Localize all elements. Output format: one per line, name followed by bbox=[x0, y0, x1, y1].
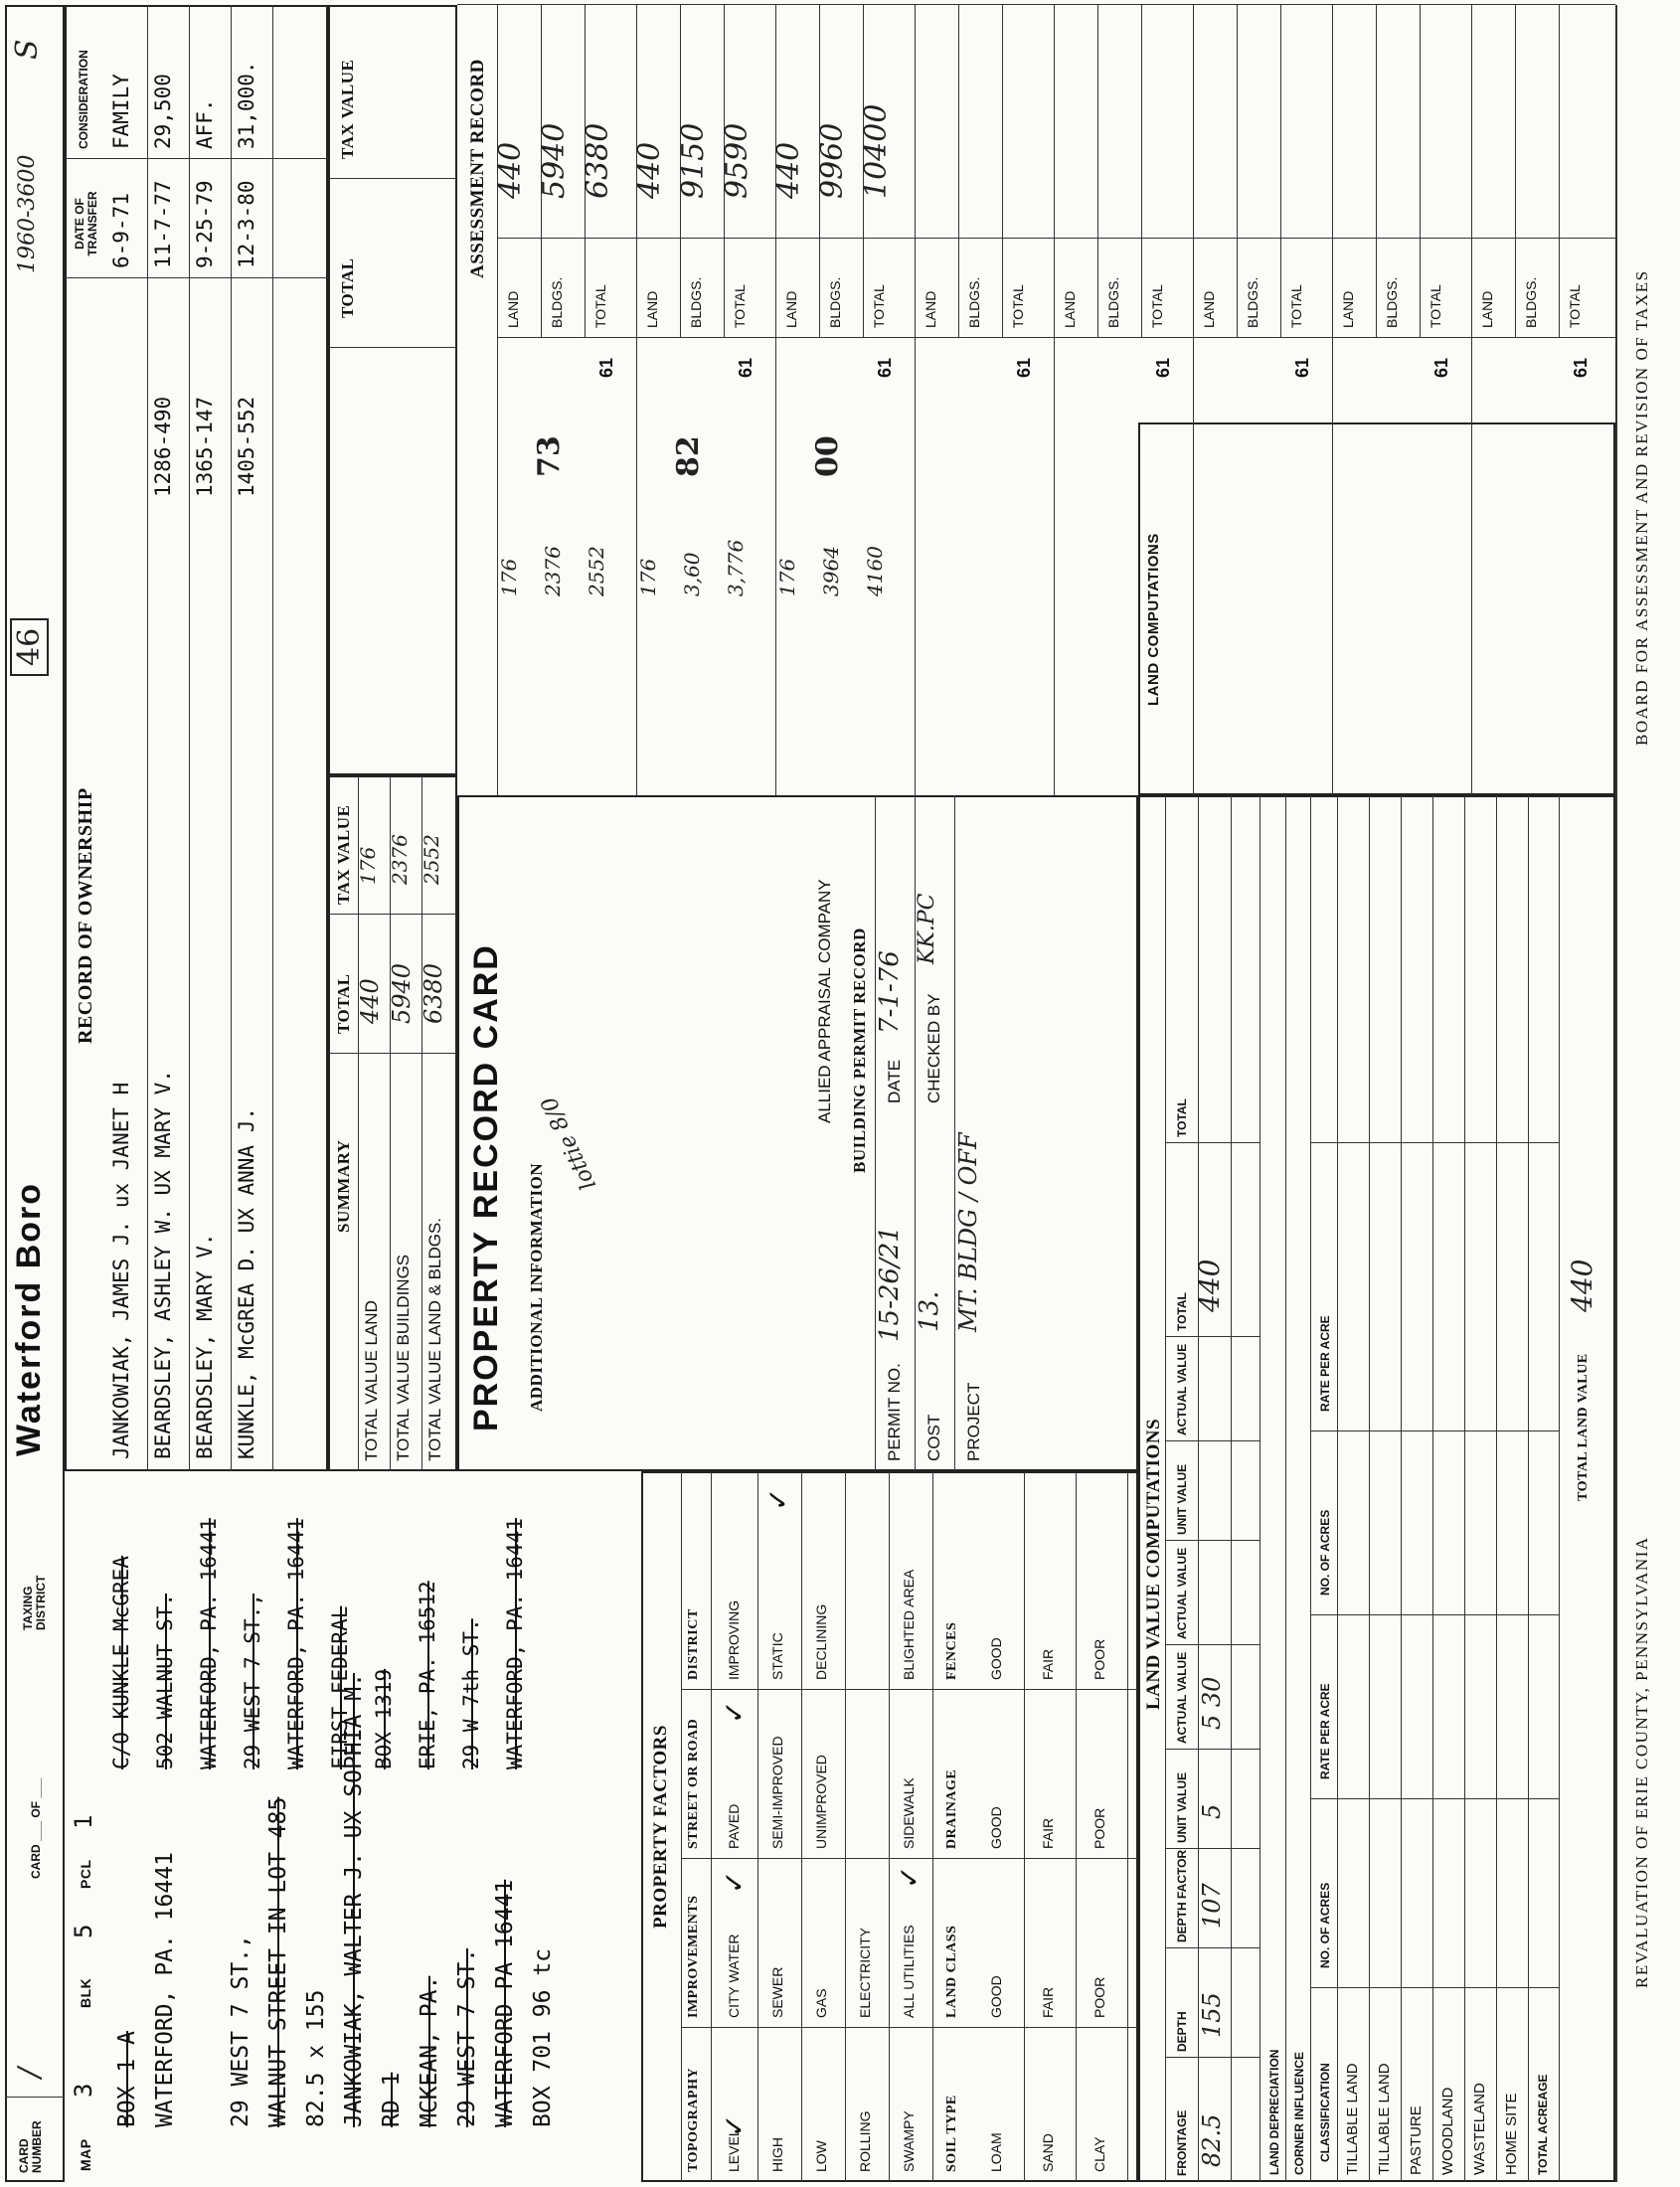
factor-cell: CITY WATER bbox=[726, 1934, 742, 2018]
assessment-year-code: 61 bbox=[1571, 357, 1591, 378]
check-mark: ✓ bbox=[761, 1487, 794, 1511]
rule-horizontal bbox=[1054, 5, 1055, 795]
ownership-title: RECORD OF OWNERSHIP bbox=[75, 787, 96, 1044]
address-line: BOX 1 A bbox=[114, 2031, 140, 2127]
assessment-row-label: BLDGS. bbox=[966, 276, 982, 328]
lv-frontage: 82.5 bbox=[1198, 2113, 1226, 2167]
additional-info-note: lottie 8/0 bbox=[536, 1092, 602, 1194]
land-value-header: UNIT VALUE bbox=[1175, 1771, 1189, 1843]
appraisal-company: ALLIED APPRAISAL COMPANY bbox=[815, 879, 834, 1123]
cost-label: COST bbox=[924, 1414, 943, 1461]
rule-horizontal bbox=[1401, 795, 1402, 2182]
map-label: MAP bbox=[78, 2138, 93, 2171]
land-value-header: ACTUAL VALUE bbox=[1175, 1343, 1189, 1435]
rule-horizontal bbox=[1024, 1471, 1025, 2182]
land-depreciation-label: LAND DEPRECIATION bbox=[1267, 2049, 1281, 2175]
address-line-right: 502 WALNUT ST. bbox=[153, 1593, 177, 1769]
ownership-owner: BEARDSLEY, ASHLEY W. UX MARY V. bbox=[151, 1070, 175, 1459]
date-label: DATE bbox=[885, 1059, 904, 1103]
property-factors-box bbox=[641, 1471, 1138, 2182]
address-line-right: ERIE, PA. 16512 bbox=[416, 1581, 439, 1769]
land-value-header: FRONTAGE bbox=[1175, 2109, 1189, 2176]
ownership-book: 1365-147 bbox=[193, 396, 217, 497]
acre-header: NO. OF ACRES bbox=[1318, 1509, 1332, 1596]
ownership-consideration: 31,000. bbox=[235, 61, 258, 149]
footer-right: BOARD FOR ASSESSMENT AND REVISION OF TAXES bbox=[1632, 269, 1651, 746]
address-line-right: WATERFORD, PA. 16441 bbox=[284, 1518, 308, 1769]
consideration-label: CONSIDERATION bbox=[77, 50, 90, 149]
lv-actual-value: 5 30 bbox=[1198, 1676, 1226, 1730]
rule-horizontal bbox=[1432, 795, 1433, 2182]
rule-vertical bbox=[1165, 1336, 1260, 1337]
factor-cell: FAIR bbox=[1040, 1648, 1056, 1680]
factor-cell: SEMI-IMPROVED bbox=[769, 1736, 785, 1849]
factor-header: DISTRICT bbox=[686, 1608, 701, 1680]
rule-horizontal bbox=[915, 5, 916, 795]
assessment-row-label: LAND bbox=[923, 290, 938, 328]
ownership-owner: KUNKLE, McGREA D. UX ANNA J. bbox=[235, 1106, 258, 1459]
factor-cell: CLAY bbox=[1092, 2136, 1107, 2172]
assessment-row-label: LAND bbox=[1062, 290, 1078, 328]
land-value-header: TOTAL bbox=[1175, 1098, 1189, 1137]
blk-label: BLK bbox=[78, 1977, 93, 2008]
classification-cell: TILLABLE LAND bbox=[1344, 2063, 1361, 2175]
address-line: WATERFORD, PA. 16441 bbox=[152, 1852, 178, 2127]
factor-cell: LOW bbox=[813, 2140, 829, 2172]
assessment-value: 440 bbox=[632, 141, 667, 199]
factor-cell: UNIMPROVED bbox=[813, 1755, 829, 1849]
land-value-header: TOTAL bbox=[1175, 1292, 1189, 1331]
permit-no-label: PERMIT NO. bbox=[885, 1363, 904, 1461]
rule-horizontal bbox=[1285, 795, 1286, 2182]
rule-horizontal bbox=[1369, 795, 1370, 2182]
right-tax-label: TAX VALUE bbox=[338, 59, 357, 159]
rule-horizontal bbox=[1193, 5, 1194, 795]
summary-row-total: 5940 bbox=[388, 962, 416, 1024]
rule-horizontal bbox=[1198, 795, 1199, 2182]
factor-cell: SIDEWALK bbox=[901, 1777, 917, 1849]
permit-no-value: 15-26/21 bbox=[875, 1226, 905, 1342]
assessment-row-label: LAND bbox=[1201, 290, 1217, 328]
assessment-box bbox=[457, 5, 1615, 795]
summary-tax-label: TAX VALUE bbox=[334, 804, 353, 905]
classification-cell: WOODLAND bbox=[1439, 2087, 1456, 2175]
rule-vertical bbox=[1310, 1987, 1559, 1988]
assessment-tax: 2552 bbox=[585, 546, 608, 596]
assessment-row-label: BLDGS. bbox=[827, 276, 843, 328]
assessment-year-code: 61 bbox=[1431, 357, 1451, 378]
assessment-row-label: TOTAL bbox=[592, 284, 608, 328]
rule-horizontal bbox=[1002, 5, 1003, 338]
assessment-tax: 3,60 bbox=[680, 552, 704, 596]
land-value-header: UNIT VALUE bbox=[1175, 1463, 1189, 1535]
acre-header: CLASSIFICATION bbox=[1318, 2063, 1332, 2162]
rule-horizontal bbox=[1076, 1471, 1077, 2182]
rule-vertical bbox=[1165, 1749, 1260, 1750]
ownership-owner: JANKOWIAK, JAMES J. ux JANET H bbox=[109, 1082, 133, 1459]
rule-vertical bbox=[681, 1689, 1138, 1690]
rule-horizontal bbox=[1471, 5, 1472, 795]
assessment-year-code: 61 bbox=[1292, 357, 1312, 378]
assessment-row-label: BLDGS. bbox=[688, 276, 704, 328]
total-land-value: 440 bbox=[1566, 1259, 1598, 1312]
address-line-right: C/O KUNKLE McGREA bbox=[109, 1556, 133, 1769]
rule-horizontal bbox=[272, 5, 273, 1471]
assessment-row-label: LAND bbox=[505, 290, 521, 328]
rule-vertical bbox=[497, 337, 1615, 338]
lv-depth: 155 bbox=[1198, 1992, 1226, 2038]
rule-horizontal bbox=[1127, 1471, 1128, 2182]
summary-row-tax: 2376 bbox=[388, 834, 412, 885]
rule-horizontal bbox=[1332, 5, 1333, 795]
address-line: WALNUT STREET IN LOT 485 bbox=[265, 1796, 291, 2127]
summary-row-tax: 2552 bbox=[420, 834, 443, 885]
assessment-title: ASSESSMENT RECORD bbox=[467, 59, 488, 278]
factor-cell: DECLINING bbox=[813, 1603, 829, 1680]
rule-horizontal bbox=[1231, 795, 1232, 2182]
rule-horizontal bbox=[189, 5, 190, 1471]
rule-horizontal bbox=[889, 1471, 890, 2182]
factor-cell: ROLLING bbox=[857, 2110, 873, 2172]
address-line: MCKEAN, PA. bbox=[417, 1975, 442, 2127]
acre-header: RATE PER ACRE bbox=[1318, 1315, 1332, 1412]
date-value: 7-1-76 bbox=[875, 950, 905, 1034]
land-value-header: ACTUAL VALUE bbox=[1175, 1547, 1189, 1639]
factor-cell: POOR bbox=[1092, 1976, 1107, 2018]
check-mark: ✓ bbox=[893, 1865, 925, 1889]
building-permit-label: BUILDING PERMIT RECORD bbox=[850, 927, 869, 1173]
address-line-right: WATERFORD, PA. 16441 bbox=[503, 1518, 527, 1769]
ownership-date: 6-9-71 bbox=[109, 193, 133, 268]
ownership-consideration: AFF. bbox=[193, 98, 217, 149]
land-value-header: ACTUAL VALUE bbox=[1175, 1651, 1189, 1744]
total-land-value-label: TOTAL LAND VALUE bbox=[1576, 1353, 1591, 1501]
ownership-consideration: 29,500 bbox=[151, 74, 175, 149]
date-of-transfer-label: DATE OF TRANSFER bbox=[73, 191, 99, 256]
address-line: 82.5 x 155 bbox=[303, 1989, 329, 2127]
factor-cell: FAIR bbox=[1040, 1817, 1056, 1849]
address-line: JANKOWIAK, WALTER J. UX SOPHIA M. bbox=[341, 1673, 367, 2127]
land-computations-label: LAND COMPUTATIONS bbox=[1145, 533, 1162, 706]
project-value: MT. BLDG / OFF bbox=[954, 1132, 982, 1332]
checked-by-label: CHECKED BY bbox=[924, 993, 943, 1103]
assessment-row-label: BLDGS. bbox=[1105, 276, 1121, 328]
factor-header: TOPOGRAPHY bbox=[686, 2067, 701, 2172]
rule-vertical bbox=[497, 238, 1615, 239]
summary-row-label: TOTAL VALUE LAND & BLDGS. bbox=[425, 1217, 444, 1461]
address-line: 29 WEST 7 ST. bbox=[454, 1947, 480, 2127]
summary-row-total: 6380 bbox=[420, 962, 447, 1024]
assessment-tax: 3964 bbox=[819, 546, 843, 596]
summary-total-label: TOTAL bbox=[334, 973, 353, 1034]
factor-cell: SEWER bbox=[769, 1966, 785, 2018]
assessment-year: 00 bbox=[810, 435, 845, 477]
assessment-row-label: TOTAL bbox=[871, 284, 887, 328]
ownership-consideration: FAMILY bbox=[109, 74, 133, 149]
factor-cell: GOOD bbox=[988, 1806, 1004, 1849]
assessment-tax: 2376 bbox=[541, 546, 565, 596]
rule-vertical bbox=[1165, 1440, 1260, 1441]
rule-horizontal bbox=[1559, 795, 1560, 2182]
land-value-box bbox=[1138, 795, 1615, 2182]
property-factors-title: PROPERTY FACTORS bbox=[650, 1725, 671, 1929]
rule-horizontal bbox=[1515, 5, 1516, 338]
rule-horizontal bbox=[1528, 795, 1529, 2182]
right-total-label: TOTAL bbox=[338, 257, 357, 318]
assessment-row-label: BLDGS. bbox=[1523, 276, 1539, 328]
classification-cell: TILLABLE LAND bbox=[1376, 2063, 1393, 2175]
check-mark: ✓ bbox=[718, 2113, 751, 2137]
rule-horizontal bbox=[1496, 795, 1497, 2182]
ownership-book: 1286-490 bbox=[151, 396, 175, 497]
district-name: Waterford Boro bbox=[10, 1181, 48, 1456]
factor-cell: GAS bbox=[813, 1988, 829, 2018]
rule-vertical bbox=[457, 4, 1615, 5]
factor-cell: SAND bbox=[1040, 2133, 1056, 2172]
assessment-value: 5940 bbox=[537, 122, 572, 199]
assessment-tax: 176 bbox=[636, 558, 660, 596]
factor-header: LAND CLASS bbox=[944, 1925, 959, 2018]
rule-vertical bbox=[1165, 1644, 1260, 1645]
pcl-value: 1 bbox=[70, 1814, 97, 1829]
factor-cell: BLIGHTED AREA bbox=[901, 1569, 917, 1680]
land-value-header: DEPTH FACTOR bbox=[1175, 1849, 1189, 1942]
address-line: WATERFORD PA 16441 bbox=[492, 1879, 518, 2127]
land-value-title: LAND VALUE COMPUTATIONS bbox=[1143, 1418, 1164, 1710]
rule-horizontal bbox=[1376, 5, 1377, 338]
factor-cell: ELECTRICITY bbox=[857, 1927, 873, 2018]
address-line-right: FIRST FEDERAL bbox=[328, 1605, 352, 1769]
factor-header: DRAINAGE bbox=[944, 1768, 959, 1849]
assessment-value: 6380 bbox=[581, 122, 615, 199]
rule-horizontal bbox=[1237, 5, 1238, 338]
rule-horizontal bbox=[801, 1471, 802, 2182]
ownership-date: 11-7-77 bbox=[151, 180, 175, 268]
year-note: 1960-3600 bbox=[15, 154, 40, 273]
factor-header: STREET OR ROAD bbox=[686, 1718, 701, 1849]
summary-row-total: 440 bbox=[356, 978, 384, 1024]
assessment-row-label: TOTAL bbox=[1567, 284, 1583, 328]
rule-horizontal bbox=[497, 5, 498, 795]
map-value: 3 bbox=[70, 2083, 97, 2098]
factor-cell: GOOD bbox=[988, 1637, 1004, 1680]
project-label: PROJECT bbox=[964, 1382, 983, 1461]
factor-cell: STATIC bbox=[769, 1632, 785, 1680]
taxing-district-label: TAXING DISTRICT bbox=[21, 1575, 48, 1630]
pcl-label: PCL bbox=[78, 1859, 93, 1889]
factor-cell: ALL UTILITIES bbox=[901, 1925, 917, 2018]
assessment-row-label: TOTAL bbox=[732, 284, 748, 328]
assessment-value: 9590 bbox=[720, 122, 755, 199]
rule-horizontal bbox=[958, 5, 959, 338]
rule-vertical bbox=[1310, 1142, 1559, 1143]
assessment-year-code: 61 bbox=[736, 357, 756, 378]
factor-cell: GOOD bbox=[988, 1975, 1004, 2018]
footer-left: REVALUATION OF ERIE COUNTY, PENNSYLVANIA bbox=[1632, 1536, 1651, 1988]
total-acreage-label: TOTAL ACREAGE bbox=[1536, 2074, 1550, 2175]
classification-cell: PASTURE bbox=[1408, 2105, 1425, 2175]
rule-horizontal bbox=[636, 5, 637, 795]
rule-horizontal bbox=[1310, 795, 1311, 2182]
rule-vertical bbox=[1310, 1798, 1559, 1799]
factor-cell: PAVED bbox=[726, 1803, 742, 1849]
assessment-year: 73 bbox=[532, 435, 567, 477]
assessment-row-label: LAND bbox=[783, 290, 799, 328]
rule-vertical bbox=[681, 1858, 1138, 1859]
ownership-date: 12-3-80 bbox=[235, 180, 258, 268]
factor-cell: LEVEL bbox=[726, 2128, 742, 2172]
factor-header: SOIL TYPE bbox=[944, 2095, 959, 2172]
card-number-label: CARD NUMBER bbox=[17, 2120, 44, 2173]
checked-by-value: KK.PC bbox=[915, 893, 939, 964]
assessment-value: 9960 bbox=[815, 122, 850, 199]
corner-mark: S bbox=[10, 39, 45, 60]
cost-value: 13. bbox=[915, 1290, 944, 1332]
rule-horizontal bbox=[757, 1471, 758, 2182]
rule-vertical bbox=[1165, 1947, 1260, 1948]
factor-cell: POOR bbox=[1092, 1807, 1107, 1849]
assessment-year-code: 61 bbox=[1014, 357, 1034, 378]
check-mark: ✓ bbox=[718, 1870, 751, 1894]
factor-header: FENCES bbox=[944, 1621, 959, 1680]
corner-influence-label: CORNER INFLUENCE bbox=[1292, 2051, 1306, 2175]
rule-horizontal bbox=[231, 5, 232, 1471]
rule-horizontal bbox=[845, 1471, 846, 2182]
rule-vertical bbox=[1165, 1848, 1260, 1849]
summary-row-label: TOTAL VALUE BUILDINGS bbox=[394, 1254, 413, 1461]
ownership-date: 9-25-79 bbox=[193, 180, 217, 268]
address-line: RD 1 bbox=[379, 2072, 405, 2127]
assessment-row-label: BLDGS. bbox=[1384, 276, 1400, 328]
factor-cell: HIGH bbox=[769, 2137, 785, 2172]
assessment-year-code: 61 bbox=[875, 357, 895, 378]
address-line-right: WATERFORD, PA. 16441 bbox=[197, 1518, 221, 1769]
assessment-row-label: BLDGS. bbox=[1245, 276, 1260, 328]
address-line: 29 WEST 7 ST., bbox=[228, 1935, 253, 2127]
lv-total: 440 bbox=[1193, 1259, 1226, 1312]
factor-cell: LOAM bbox=[988, 2132, 1004, 2172]
rule-horizontal bbox=[932, 1471, 933, 2182]
assessment-value: 440 bbox=[771, 141, 806, 199]
card-of-label: CARD ___ OF ___ bbox=[29, 1777, 43, 1879]
rule-vertical bbox=[1165, 1142, 1260, 1143]
rule-horizontal bbox=[1165, 795, 1166, 2182]
rule-horizontal bbox=[1464, 795, 1465, 2182]
assessment-value: 440 bbox=[493, 141, 528, 199]
rule-horizontal bbox=[711, 1471, 712, 2182]
ownership-box-number: 46 bbox=[10, 618, 49, 676]
summary-title: SUMMARY bbox=[334, 1139, 353, 1233]
rule-horizontal bbox=[1097, 5, 1098, 338]
assessment-value: 10400 bbox=[859, 103, 894, 199]
address-line-right: 29 WEST 7 ST., bbox=[241, 1593, 264, 1769]
ownership-book: 1405-552 bbox=[235, 396, 258, 497]
acre-header: NO. OF ACRES bbox=[1318, 1882, 1332, 1968]
assessment-tax: 176 bbox=[775, 558, 799, 596]
assessment-row-label: TOTAL bbox=[1010, 284, 1026, 328]
rule-horizontal bbox=[681, 1471, 682, 2182]
address-line: BOX 701 96 tc bbox=[530, 1947, 556, 2127]
lv-depth-factor: 107 bbox=[1198, 1883, 1226, 1929]
rule-horizontal bbox=[1141, 5, 1142, 338]
factor-header: IMPROVEMENTS bbox=[686, 1895, 701, 2018]
assessment-row-label: LAND bbox=[1479, 290, 1495, 328]
factor-cell: SWAMPY bbox=[901, 2110, 917, 2172]
rule-horizontal bbox=[1559, 5, 1560, 338]
assessment-year-code: 61 bbox=[596, 357, 616, 378]
additional-info-label: ADDITIONAL INFORMATION bbox=[527, 1162, 546, 1412]
rule-vertical bbox=[681, 2027, 1138, 2028]
rule-vertical bbox=[1165, 1540, 1260, 1541]
ownership-owner: BEARDSLEY, MARY V. bbox=[193, 1233, 217, 1459]
assessment-row-label: BLDGS. bbox=[549, 276, 565, 328]
blk-value: 5 bbox=[70, 1924, 97, 1938]
rule-horizontal bbox=[147, 5, 148, 1471]
assessment-row-label: LAND bbox=[644, 290, 660, 328]
lv-unit-value: 5 bbox=[1198, 1803, 1226, 1819]
summary-row-label: TOTAL VALUE LAND bbox=[362, 1300, 381, 1461]
rule-horizontal bbox=[1420, 5, 1421, 338]
rule-horizontal bbox=[1337, 795, 1338, 2182]
acre-header: RATE PER ACRE bbox=[1318, 1683, 1332, 1779]
rule-horizontal bbox=[775, 5, 776, 795]
assessment-year-code: 61 bbox=[1153, 357, 1173, 378]
classification-cell: HOME SITE bbox=[1503, 2093, 1520, 2175]
summary-row-tax: 176 bbox=[356, 846, 380, 885]
address-line-right: BOX 1319 bbox=[372, 1668, 396, 1769]
assessment-row-label: TOTAL bbox=[1288, 284, 1304, 328]
assessment-year: 82 bbox=[671, 435, 706, 477]
card-number-value: / bbox=[12, 2067, 47, 2078]
assessment-row-label: TOTAL bbox=[1428, 284, 1443, 328]
assessment-tax: 4160 bbox=[863, 546, 887, 596]
assessment-tax: 176 bbox=[497, 558, 521, 596]
classification-cell: WASTELAND bbox=[1471, 2083, 1488, 2175]
prc-title: PROPERTY RECORD CARD bbox=[467, 943, 505, 1431]
factor-cell: FAIR bbox=[1040, 1986, 1056, 2018]
assessment-row-label: TOTAL bbox=[1149, 284, 1165, 328]
rule-vertical bbox=[1165, 2057, 1260, 2058]
address-line-right: 29 W 7th ST. bbox=[459, 1618, 483, 1769]
assessment-value: 9150 bbox=[676, 122, 711, 199]
assessment-row-label: LAND bbox=[1340, 290, 1356, 328]
land-value-header: DEPTH bbox=[1175, 2011, 1189, 2052]
rule-horizontal bbox=[1280, 5, 1281, 338]
rule-vertical bbox=[1310, 1614, 1559, 1615]
rule-vertical bbox=[1310, 1430, 1559, 1431]
assessment-tax: 3,776 bbox=[724, 539, 748, 596]
factor-cell: POOR bbox=[1092, 1638, 1107, 1680]
factor-cell: IMPROVING bbox=[726, 1599, 742, 1680]
check-mark: ✓ bbox=[718, 1700, 751, 1724]
